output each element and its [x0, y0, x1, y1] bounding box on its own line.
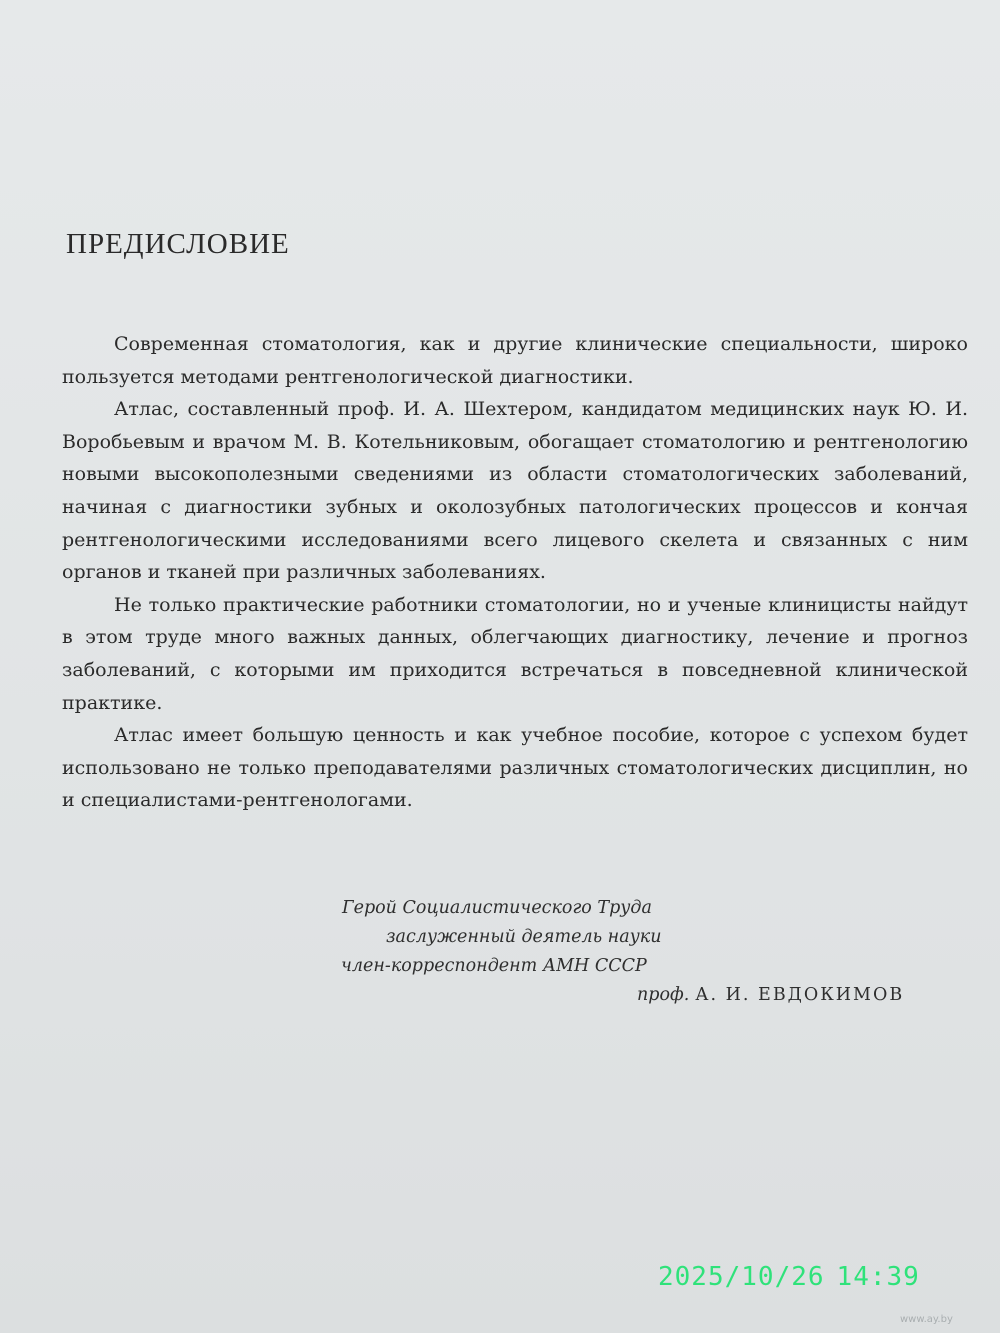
timestamp-time: 14:39: [836, 1262, 920, 1292]
timestamp-date: 2025/10/26: [658, 1262, 825, 1292]
page-title: ПРЕДИСЛОВИЕ: [66, 228, 290, 260]
signature-title-line-3: член-корреспондент АМН СССР: [341, 956, 647, 976]
signature-title-line-2: заслуженный деятель науки: [386, 927, 662, 947]
paragraph-1: Современная стоматология, как и другие клинические специальности, широко пользуется методами рентгенологической диагностики.: [62, 333, 968, 388]
signature-title-line-1: Герой Социалистического Труда: [342, 898, 652, 918]
author-name: А. И. ЕВДОКИМОВ: [695, 985, 905, 1005]
paragraph-2: Атлас, составленный проф. И. А. Шехтером, кандидатом медицинских наук Ю. И. Воробьевым и врачом М. В. Котельниковым, обогащает стоматологию и рентгенологию новыми высокополезными сведениями из области стоматологических заболеваний, начиная с диагностики зубных и околозубных патологических процессов и кончая рентгенологическими исследованиями всего лицевого скелета и связанных с ним органов и тканей при различных заболеваниях.: [62, 398, 968, 584]
site-watermark: www.ay.by: [900, 1314, 953, 1325]
preface-body: [62, 328, 968, 817]
author-prefix: проф.: [637, 985, 690, 1005]
photo-timestamp: [658, 1262, 920, 1292]
paragraph-3: Не только практические работники стоматологии, но и ученые клиницисты найдут в этом труде много важных данных, облегчающих диагностику, лечение и прогноз заболеваний, с которыми им приходится встречаться в повседневной клинической практике.: [62, 593, 968, 714]
paragraph-4: Атлас имеет большую ценность и как учебное пособие, которое с успехом будет использовано не только преподавателями различных стоматологических дисциплин, но и специалистами-рентгенологами.: [62, 724, 968, 812]
signature-author: [637, 985, 904, 1005]
